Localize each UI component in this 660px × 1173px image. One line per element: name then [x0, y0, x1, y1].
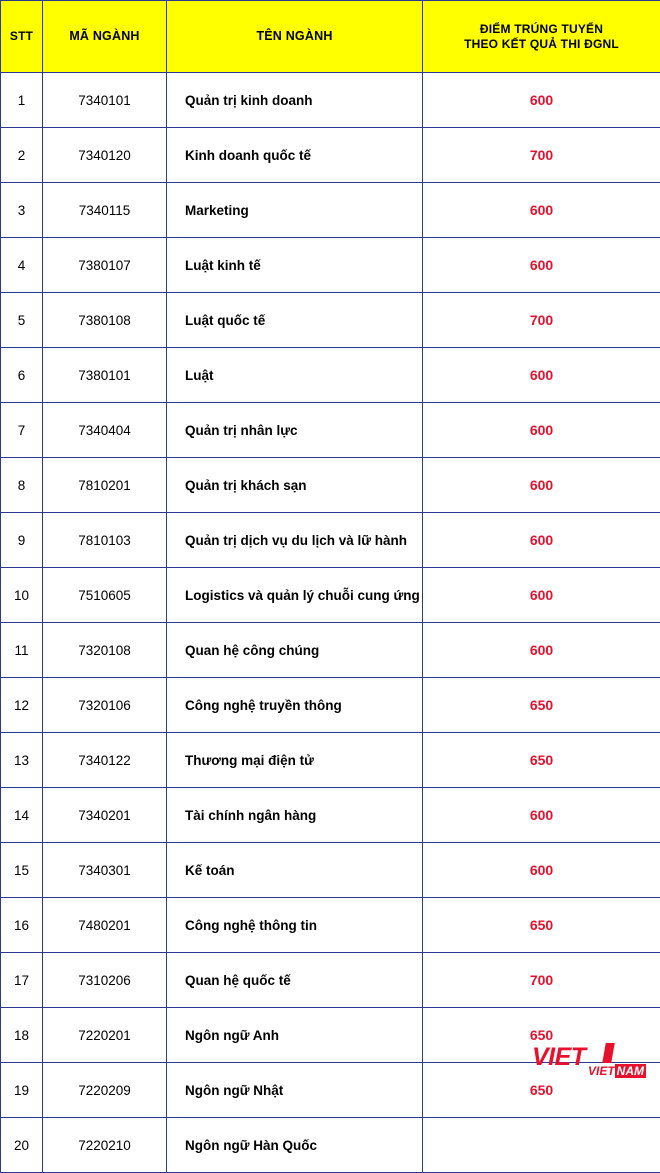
cell-major-name: Quản trị nhân lực [167, 403, 423, 458]
cell-score: 600 [423, 458, 660, 513]
table-row [1, 678, 660, 733]
table-row [1, 1063, 660, 1118]
column-header-stt: STT [1, 1, 43, 73]
cell-stt: 16 [1, 898, 43, 953]
cell-stt: 10 [1, 568, 43, 623]
cell-score: 600 [423, 183, 660, 238]
cell-score: 650 [423, 1063, 660, 1118]
table-row [1, 458, 660, 513]
table-row [1, 183, 660, 238]
column-header-score [423, 1, 660, 73]
cell-major-code: 7340201 [43, 788, 167, 843]
cell-major-name: Ngôn ngữ Hàn Quốc [167, 1118, 423, 1173]
cell-major-code: 7810201 [43, 458, 167, 513]
table-row [1, 348, 660, 403]
table-row [1, 293, 660, 348]
table-row [1, 898, 660, 953]
table-row [1, 403, 660, 458]
cell-score [423, 1118, 660, 1173]
column-header-score-line1: ĐIỂM TRÚNG TUYỂN [480, 22, 603, 36]
cell-major-code: 7310206 [43, 953, 167, 1008]
cell-score: 700 [423, 953, 660, 1008]
cell-stt: 20 [1, 1118, 43, 1173]
cell-major-code: 7380101 [43, 348, 167, 403]
cell-major-name: Luật [167, 348, 423, 403]
cell-stt: 14 [1, 788, 43, 843]
cell-stt: 8 [1, 458, 43, 513]
cell-stt: 9 [1, 513, 43, 568]
table-row [1, 843, 660, 898]
cell-major-name: Logistics và quản lý chuỗi cung ứng [167, 568, 423, 623]
cell-major-name: Tài chính ngân hàng [167, 788, 423, 843]
cell-major-code: 7340101 [43, 73, 167, 128]
cell-score: 600 [423, 568, 660, 623]
cell-stt: 4 [1, 238, 43, 293]
cell-major-code: 7380108 [43, 293, 167, 348]
cell-major-code: 7340404 [43, 403, 167, 458]
column-header-major-name: TÊN NGÀNH [167, 1, 423, 73]
cell-score: 650 [423, 898, 660, 953]
cell-major-name: Marketing [167, 183, 423, 238]
cell-stt: 17 [1, 953, 43, 1008]
table-row [1, 128, 660, 183]
cell-major-name: Quản trị khách sạn [167, 458, 423, 513]
table-header [1, 1, 660, 73]
cell-stt: 5 [1, 293, 43, 348]
cell-major-name: Quản trị dịch vụ du lịch và lữ hành [167, 513, 423, 568]
cell-major-code: 7340122 [43, 733, 167, 788]
column-header-score-line2: THEO KẾT QUẢ THI ĐGNL [427, 37, 656, 52]
cell-major-name: Kế toán [167, 843, 423, 898]
cell-stt: 2 [1, 128, 43, 183]
cell-stt: 3 [1, 183, 43, 238]
cell-major-name: Công nghệ thông tin [167, 898, 423, 953]
cell-major-code: 7340115 [43, 183, 167, 238]
cell-major-code: 7480201 [43, 898, 167, 953]
table-row [1, 733, 660, 788]
cell-major-name: Công nghệ truyền thông [167, 678, 423, 733]
table-header-row [1, 1, 660, 73]
table-row [1, 788, 660, 843]
table-row [1, 623, 660, 678]
cell-major-code: 7220210 [43, 1118, 167, 1173]
cell-score: 650 [423, 733, 660, 788]
table-row [1, 568, 660, 623]
cell-major-name: Ngôn ngữ Nhật [167, 1063, 423, 1118]
cell-score: 600 [423, 623, 660, 678]
cell-score: 600 [423, 788, 660, 843]
watermark-main-text: VIET [532, 1045, 586, 1070]
cell-score: 700 [423, 128, 660, 183]
cell-score: 600 [423, 73, 660, 128]
cell-score: 650 [423, 678, 660, 733]
cell-major-name: Thương mại điện tử [167, 733, 423, 788]
cell-major-name: Quản trị kinh doanh [167, 73, 423, 128]
cell-major-code: 7510605 [43, 568, 167, 623]
cell-major-code: 7220201 [43, 1008, 167, 1063]
cell-score: 700 [423, 293, 660, 348]
cell-major-code: 7810103 [43, 513, 167, 568]
cell-score: 600 [423, 403, 660, 458]
table-row [1, 953, 660, 1008]
cell-score: 600 [423, 513, 660, 568]
cell-stt: 18 [1, 1008, 43, 1063]
cell-stt: 15 [1, 843, 43, 898]
cell-major-code: 7380107 [43, 238, 167, 293]
cell-stt: 6 [1, 348, 43, 403]
table-row [1, 73, 660, 128]
cell-score: 650 [423, 1008, 660, 1063]
cell-major-name: Kinh doanh quốc tế [167, 128, 423, 183]
cell-major-name: Quan hệ công chúng [167, 623, 423, 678]
cell-score: 600 [423, 843, 660, 898]
cell-major-name: Quan hệ quốc tế [167, 953, 423, 1008]
cell-stt: 1 [1, 73, 43, 128]
cell-major-name: Luật quốc tế [167, 293, 423, 348]
cell-major-name: Ngôn ngữ Anh [167, 1008, 423, 1063]
cell-major-code: 7340301 [43, 843, 167, 898]
cell-major-code: 7340120 [43, 128, 167, 183]
cell-stt: 13 [1, 733, 43, 788]
table-row [1, 238, 660, 293]
cell-major-code: 7320106 [43, 678, 167, 733]
cell-stt: 19 [1, 1063, 43, 1118]
cell-major-name: Luật kinh tế [167, 238, 423, 293]
table-body [1, 73, 660, 1173]
cell-stt: 7 [1, 403, 43, 458]
cell-score: 600 [423, 238, 660, 293]
cell-score: 600 [423, 348, 660, 403]
cell-major-code: 7320108 [43, 623, 167, 678]
watermark-sub-highlight: NAM [615, 1064, 646, 1078]
table-row [1, 1118, 660, 1173]
cell-stt: 12 [1, 678, 43, 733]
table-row [1, 513, 660, 568]
table-row [1, 1008, 660, 1063]
column-header-major-code: MÃ NGÀNH [43, 1, 167, 73]
cell-major-code: 7220209 [43, 1063, 167, 1118]
cell-stt: 11 [1, 623, 43, 678]
watermark-sub-prefix: VIET [588, 1064, 615, 1078]
